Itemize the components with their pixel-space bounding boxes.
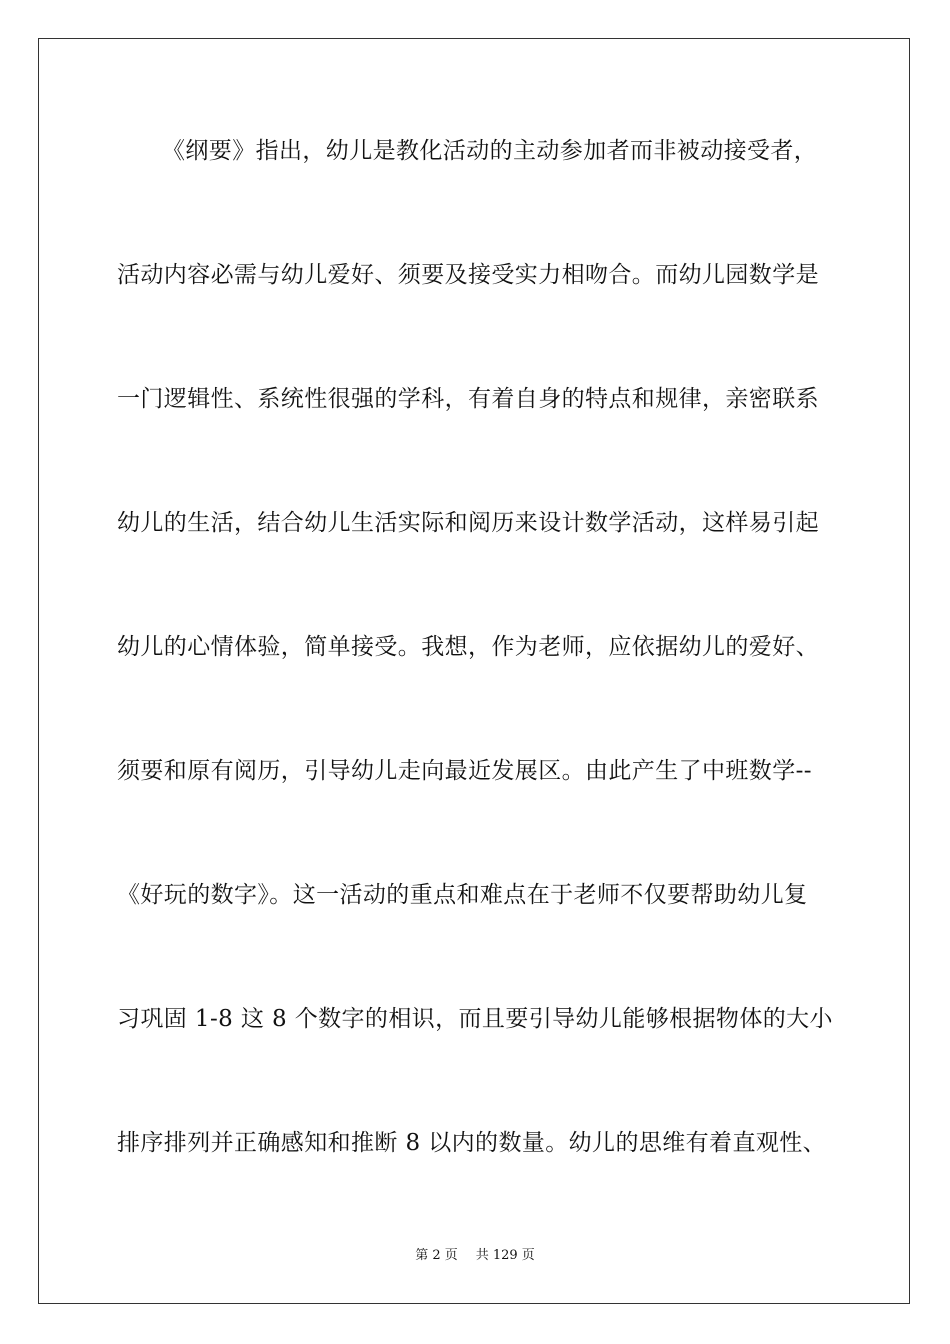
text-line-2: 活动内容必需与幼儿爱好、须要及接受实力相吻合。而幼儿园数学是	[117, 262, 819, 288]
text-line-3: 一门逻辑性、系统性很强的学科，有着自身的特点和规律，亲密联系	[117, 386, 819, 412]
page-footer	[0, 1247, 950, 1265]
text-line-9: 排序排列并正确感知和推断 8 以内的数量。幼儿的思维有着直观性、	[117, 1130, 827, 1156]
text-line-1: 《纲要》指出，幼儿是教化活动的主动参加者而非被动接受者，	[162, 138, 818, 164]
total-pages: 共 129 页	[475, 1248, 535, 1263]
page-border	[38, 38, 910, 1304]
text-line-7: 《好玩的数字》。这一活动的重点和难点在于老师不仅要帮助幼儿复	[117, 882, 808, 908]
page-number: 第 2 页	[415, 1248, 458, 1263]
text-line-8: 习巩固 1-8 这 8 个数字的相识，而且要引导幼儿能够根据物体的大小	[117, 1006, 833, 1032]
text-line-6: 须要和原有阅历，引导幼儿走向最近发展区。由此产生了中班数学--	[117, 758, 812, 784]
text-line-4: 幼儿的生活，结合幼儿生活实际和阅历来设计数学活动，这样易引起	[117, 510, 819, 536]
text-line-5: 幼儿的心情体验，简单接受。我想，作为老师，应依据幼儿的爱好、	[117, 634, 819, 660]
